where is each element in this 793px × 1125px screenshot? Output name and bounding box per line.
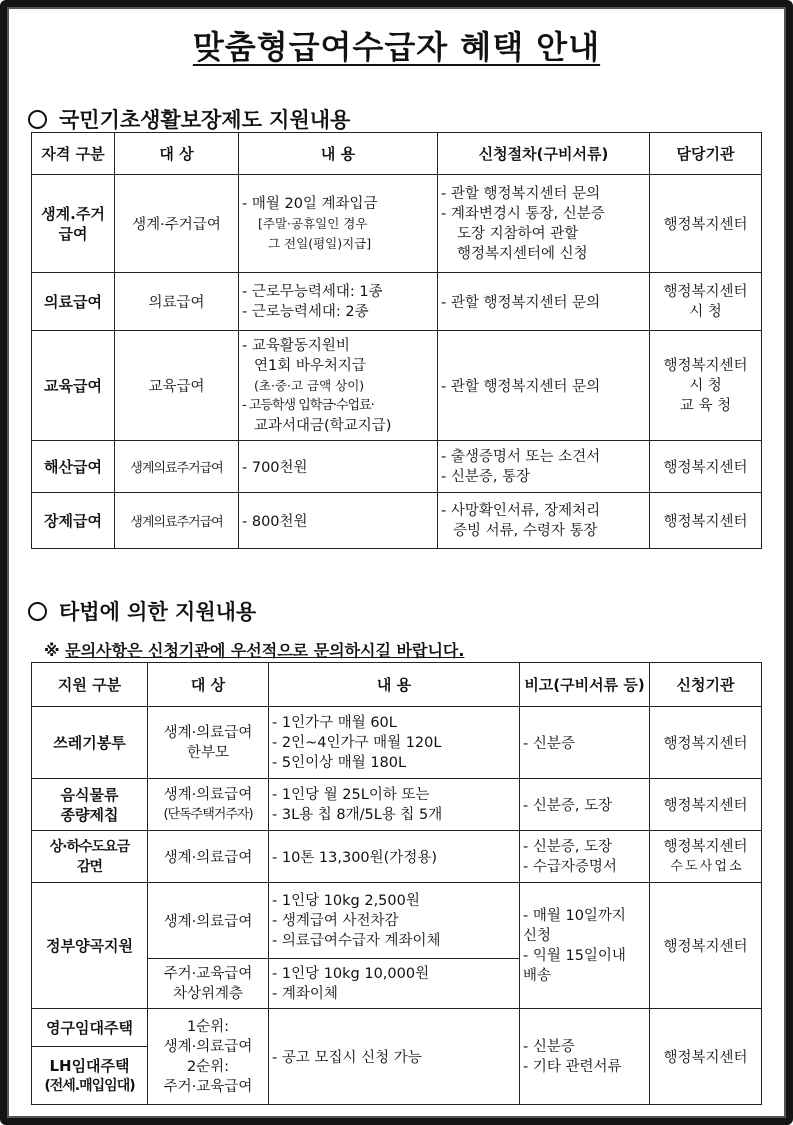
row-remark: - 신분증 - 기타 관련서류 [520,1009,650,1105]
row-procedure: - 관할 행정복지센터 문의 [438,331,650,441]
table-header-row [32,663,762,707]
header-category: 자격 구분 [32,133,115,175]
header-content: 내 용 [269,663,520,707]
row-category: 음식물류 종량제칩 [32,779,148,831]
row-content: - 1인당 월 25L이하 또는 - 3L용 칩 8개/5L용 칩 5개 [269,779,520,831]
row-category: 영구임대주택 [32,1009,148,1047]
row-target: 생계·의료급여 [148,883,269,959]
row-content: - 1인당 10kg 10,000원 - 계좌이체 [269,959,520,1009]
table-row [32,331,762,441]
row-content: - 근로무능력세대: 1종 - 근로능력세대: 2종 [239,273,438,331]
table-row [32,1009,762,1047]
table-row [32,175,762,273]
row-target: 생계·의료급여 (단독주택거주자) [148,779,269,831]
row-content: - 800천원 [239,493,438,549]
row-content: - 매월 20일 계좌입금 [주말·공휴일인 경우 그 전일(평일)지급] [239,175,438,273]
row-remark: - 신분증 [520,707,650,779]
row-category: 해산급여 [32,441,115,493]
row-agency: 행정복지센터 [650,779,762,831]
page-title: 맞춤형급여수급자 혜택 안내 [192,28,601,66]
row-category: 장제급여 [32,493,115,549]
table-row [32,883,762,959]
row-category: 생계.주거 급여 [32,175,115,273]
row-content: - 교육활동지원비 연1회 바우처지급 (초·중·고 금액 상이) - 고등학생 입학금·수업료· 교과서대금(학교지급) [239,331,438,441]
row-agency: 행정복지센터 [650,441,762,493]
header-remark: 비고(구비서류 등) [520,663,650,707]
row-target: 생계의료주거급여 [115,441,239,493]
row-remark: - 신분증, 도장 - 수급자증명서 [520,831,650,883]
row-category: 쓰레기봉투 [32,707,148,779]
table-row [32,441,762,493]
row-content: - 1인당 10kg 2,500원 - 생계급여 사전차감 - 의료급여수급자 계좌이체 [269,883,520,959]
row-target: 1순위: 생계·의료급여 2순위: 주거·교육급여 [148,1009,269,1105]
row-procedure: - 사망확인서류, 장제처리 증빙 서류, 수령자 통장 [438,493,650,549]
header-procedure: 신청절차(구비서류) [438,133,650,175]
header-category: 지원 구분 [32,663,148,707]
row-target: 주거·교육급여 차상위계층 [148,959,269,1009]
row-content: - 1인가구 매월 60L - 2인~4인가구 매월 120L - 5인이상 매월 180L [269,707,520,779]
table-row [32,707,762,779]
row-agency: 행정복지센터 시 청 교 육 청 [650,331,762,441]
row-content: - 공고 모집시 신청 가능 [269,1009,520,1105]
table-row [32,831,762,883]
row-agency: 행정복지센터 [650,175,762,273]
basic-livelihood-table [31,132,762,549]
row-procedure: - 출생증명서 또는 소견서 - 신분증, 통장 [438,441,650,493]
section1-heading: 국민기초생활보장제도 지원내용 [28,104,350,134]
circle-bullet-icon [28,110,47,129]
row-agency: 행정복지센터 [650,493,762,549]
row-agency: 행정복지센터 시 청 [650,273,762,331]
row-category: 의료급여 [32,273,115,331]
row-target: 의료급여 [115,273,239,331]
table-row [32,493,762,549]
row-procedure: - 관할 행정복지센터 문의 - 계좌변경시 통장, 신분증 도장 지참하여 관할 행정복지센터에 신청 [438,175,650,273]
row-agency: 행정복지센터 [650,707,762,779]
header-agency: 신청기관 [650,663,762,707]
section2-heading: 타법에 의한 지원내용 [28,596,256,626]
row-agency: 행정복지센터 수 도 사 업 소 [650,831,762,883]
row-category: 상·하수도요금 감면 [32,831,148,883]
row-category: 교육급여 [32,331,115,441]
table-row [32,779,762,831]
other-law-table [31,662,762,1105]
row-target: 생계·의료급여 한부모 [148,707,269,779]
row-content: - 700천원 [239,441,438,493]
row-procedure: - 관할 행정복지센터 문의 [438,273,650,331]
row-content: - 10톤 13,300원(가정용) [269,831,520,883]
row-target: 생계의료주거급여 [115,493,239,549]
row-agency: 행정복지센터 [650,883,762,1009]
row-category: 정부양곡지원 [32,883,148,1009]
row-remark: - 신분증, 도장 [520,779,650,831]
table-row [32,273,762,331]
circle-bullet-icon [28,602,47,621]
header-content: 내 용 [239,133,438,175]
inquiry-note: ※ 문의사항은 신청기관에 우선적으로 문의하시길 바랍니다. [44,641,465,660]
row-agency: 행정복지센터 [650,1009,762,1105]
table-header-row [32,133,762,175]
reference-mark-icon: ※ [44,641,60,660]
row-target: 생계·주거급여 [115,175,239,273]
header-target: 대 상 [115,133,239,175]
row-target: 교육급여 [115,331,239,441]
row-target: 생계·의료급여 [148,831,269,883]
row-category: LH임대주택 (전세.매입임대) [32,1047,148,1105]
row-remark: - 매월 10일까지 신청 - 익월 15일이내 배송 [520,883,650,1009]
header-agency: 담당기관 [650,133,762,175]
header-target: 대 상 [148,663,269,707]
